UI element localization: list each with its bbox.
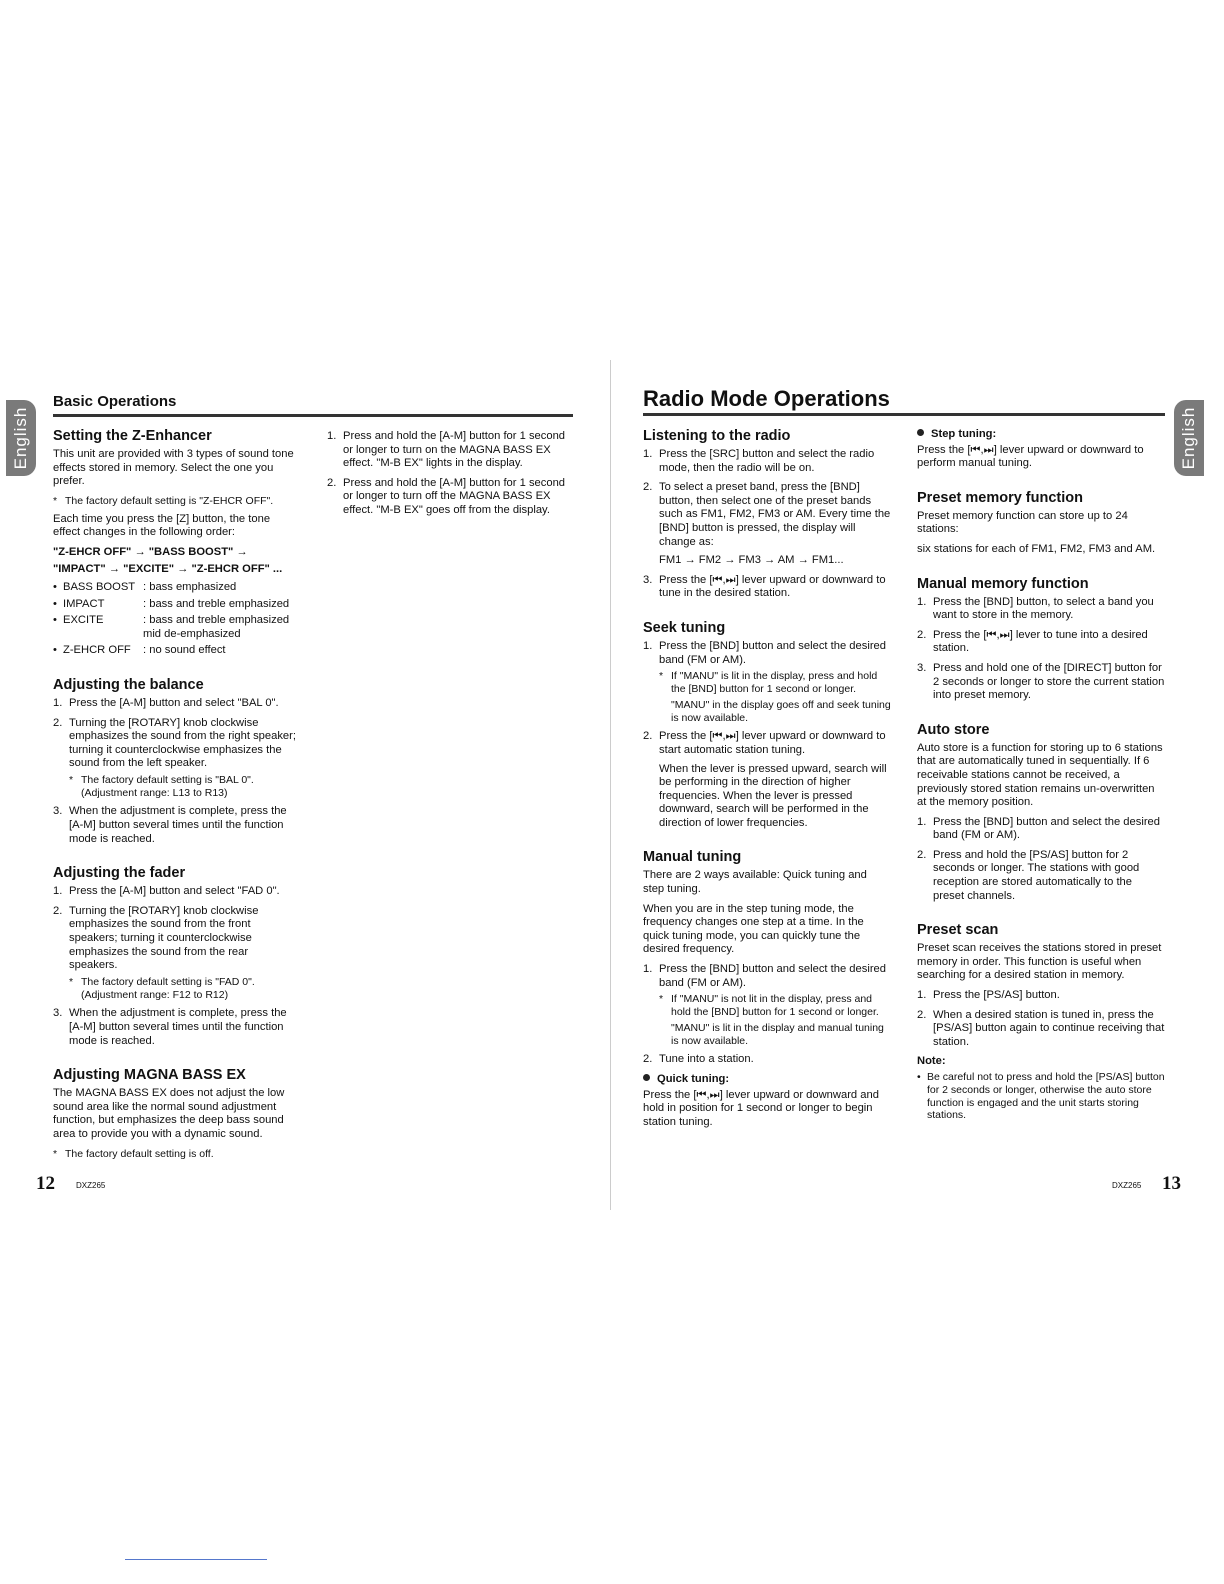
manual-memory-step-1: 1. Press the [BND] button, to select a band you want to store in the memory. <box>917 595 1154 622</box>
balance-step-2: 2. Turning the [ROTARY] knob clockwise emphasizes the sound from the right speaker; turning it counterclockwise emphasizes the sound from the left speaker. * The factory default setting is "BAL 0". (Adjustment range: L13 to R13) <box>53 717 299 800</box>
seek-step-1: 1. Press the [BND] button and select the desired band (FM or AM). * If "MANU" is lit in the display, press and hold the [BND] button for 1 second or longer. "MANU" in the display goes off and seek tuning is now available. <box>643 639 891 724</box>
manual-memory-step-3: 3. Press and hold one of the [DIRECT] button for 2 seconds or longer to store the current station into preset memory. <box>917 661 1165 702</box>
preset-scan-title: Preset scan <box>917 922 999 939</box>
magna-step-1: 1. Press and hold the [A-M] button for 1 second or longer to turn on the MAGNA BASS EX effect. "M-B EX" lights in the display. <box>327 430 566 470</box>
balance-step-1: 1. Press the [A-M] button and select "BAL 0". <box>53 696 279 709</box>
bullet-icon <box>643 1074 650 1081</box>
language-tab-right <box>1174 400 1204 476</box>
z-flow-1: "Z-EHCR OFF" → "BASS BOOST" → <box>53 545 248 558</box>
manual-memory-step-2: 2. Press the [⏮,⏭] lever to tune into a desired station. <box>917 628 1148 655</box>
magna-note: * The factory default setting is off. <box>53 1147 214 1160</box>
section-header-left: Basic Operations <box>53 393 177 410</box>
magna-step-2: 2. Press and hold the [A-M] button for 1 second or longer to turn off the MAGNA BASS EX effect. "M-B EX" goes off from the display. <box>327 476 566 516</box>
right-column-1 <box>643 428 891 1148</box>
manual-memory-title: Manual memory function <box>917 575 1089 592</box>
effect-item: • Z-EHCR OFF : no sound effect <box>53 644 226 657</box>
z-enhancer-intro: This unit are provided with 3 types of sound tone effects stored in memory. Select the one you prefer. <box>53 448 294 488</box>
page-number-left: 12 <box>36 1173 55 1194</box>
auto-store-title: Auto store <box>917 721 990 738</box>
language-tab-label: English <box>1179 406 1198 470</box>
manual-title: Manual tuning <box>643 849 742 866</box>
seek-note: * If "MANU" is lit in the display, press and hold the [BND] button for 1 second or longer. "MANU" in the display goes off and seek tuning is now available. <box>659 670 891 724</box>
fader-step-3: 3. When the adjustment is complete, press the [A-M] button several times until the function mode is reached. <box>53 1007 287 1047</box>
auto-store-step-1: 1. Press the [BND] button and select the desired band (FM or AM). <box>917 815 1160 842</box>
listen-step-1: 1. Press the [SRC] button and select the radio mode, then the radio will be on. <box>643 448 875 474</box>
preset-memory-text-2: six stations for each of FM1, FM2, FM3 and AM. <box>917 542 1156 555</box>
model-label-right: DXZ265 <box>1112 1181 1142 1190</box>
listen-step-2: 2. To select a preset band, press the [BND] button, then select one of the preset bands such as FM1, FM2, FM3 or AM. Every time the [BND] button is pressed, the display will change as: FM1 → FM2 → FM3 → AM → FM1... <box>643 481 891 567</box>
preset-memory-text-1: Preset memory function can store up to 24 stations: <box>917 509 1128 536</box>
listen-step-3: 3. Press the [⏮,⏭] lever upward or downward to tune in the desired station. <box>643 573 886 600</box>
header-rule-right <box>643 413 1165 416</box>
preset-memory-title: Preset memory function <box>917 489 1083 506</box>
preset-scan-text: Preset scan receives the stations stored in preset memory in order. This function is useful when searching for a desired station in memory. <box>917 942 1162 982</box>
language-tab-label: English <box>11 406 30 470</box>
balance-step-3: 3. When the adjustment is complete, press the [A-M] button several times until the function mode is reached. <box>53 805 287 845</box>
quick-tuning-label: Quick tuning: <box>643 1073 891 1087</box>
bottom-rule <box>125 1559 267 1560</box>
fader-note: * The factory default setting is "FAD 0". (Adjustment range: F12 to R12) <box>69 975 255 1001</box>
fader-title: Adjusting the fader <box>53 865 186 882</box>
quick-tuning-text: Press the [⏮,⏭] lever upward or downward and hold in position for 1 second or longer to begin station tuning. <box>643 1088 879 1128</box>
step-tuning-label: Step tuning: <box>917 428 1165 442</box>
effect-item: • IMPACT : bass and treble emphasized <box>53 597 290 610</box>
page-gutter <box>610 360 611 1210</box>
language-tab-left <box>6 400 36 476</box>
auto-store-text: Auto store is a function for storing up to 6 stations that are automatically tuned in sequentially. If 6 receivable stations cannot be received, a previously stored station remains un-overwritten at the memory position. <box>917 741 1163 809</box>
manual-step-1: 1. Press the [BND] button and select the desired band (FM or AM). * If "MANU" is not lit in the display, press and hold the [BND] button for 1 second or longer. "MANU" is lit in the display and manual tuning is now available. <box>643 963 891 1047</box>
manual-modes: When you are in the step tuning mode, the frequency changes one step at a time. In the quick tuning mode, you can quickly tune the desired frequency. <box>643 902 864 956</box>
step-tuning-text: Press the [⏮,⏭] lever upward or downward to perform manual tuning. <box>917 443 1144 470</box>
preset-scan-step-1: 1. Press the [PS/AS] button. <box>917 989 1060 1002</box>
fader-step-1: 1. Press the [A-M] button and select "FAD 0". <box>53 885 280 898</box>
left-column-1 <box>53 428 299 1179</box>
preset-scan-step-2: 2. When a desired station is tuned in, press the [PS/AS] button again to continue receiving that station. <box>917 1008 1165 1048</box>
effect-item: • EXCITE : bass and treble emphasized mid de-emphasized <box>53 614 290 640</box>
seek-direction-text: When the lever is pressed upward, search will be performing in the direction of higher frequencies. When the lever is pressed downward, search will be performed in the direction of lower frequencies. <box>659 762 887 829</box>
auto-store-step-2: 2. Press and hold the [PS/AS] button for 2 seconds or longer. The stations with good reception are stored automatically to the preset channels. <box>917 848 1140 902</box>
z-cycle-text: Each time you press the [Z] button, the tone effect changes in the following order: <box>53 512 271 539</box>
balance-note: * The factory default setting is "BAL 0". (Adjustment range: L13 to R13) <box>69 773 254 799</box>
magna-title: Adjusting MAGNA BASS EX <box>53 1067 246 1084</box>
bullet-icon <box>917 429 924 436</box>
effect-item: • BASS BOOST : bass emphasized <box>53 580 237 593</box>
balance-title: Adjusting the balance <box>53 676 204 693</box>
page-number-right: 13 <box>1162 1173 1181 1194</box>
model-label-left: DXZ265 <box>76 1181 106 1190</box>
band-flow: FM1 → FM2 → FM3 → AM → FM1... <box>659 554 844 567</box>
section-header-right: Radio Mode Operations <box>643 386 890 411</box>
z-default-note: * The factory default setting is "Z-EHCR OFF". <box>53 494 274 507</box>
note-label: Note: <box>917 1055 946 1068</box>
z-enhancer-title: Setting the Z-Enhancer <box>53 428 212 444</box>
seek-step-2: 2. Press the [⏮,⏭] lever upward or downward to start automatic station tuning. When the lever is pressed upward, search will be performing in the direction of higher frequencies. When the lever is pressed downward, search will be performed in the direction of lower frequencies. <box>643 730 891 830</box>
seek-title: Seek tuning <box>643 619 726 636</box>
manual-intro: There are 2 ways available: Quick tuning and step tuning. <box>643 869 867 896</box>
magna-intro: The MAGNA BASS EX does not adjust the low sound area like the normal sound adjustment function, but emphasizes the deep bass sound area to provide you with a dynamic sound. <box>53 1087 285 1140</box>
manual-note: * If "MANU" is not lit in the display, press and hold the [BND] button for 1 second or longer. "MANU" is lit in the display and manual tuning is now available. <box>659 993 884 1047</box>
z-flow-2: "IMPACT" → "EXCITE" → "Z-EHCR OFF" ... <box>53 563 283 576</box>
left-column-2 <box>327 430 573 524</box>
note-text: • Be careful not to press and hold the [PS/AS] button for 2 seconds or longer, otherwise the auto store function is engaged and the unit starts storing stations. <box>917 1071 1165 1122</box>
listen-title: Listening to the radio <box>643 428 791 444</box>
manual-step-2: 2. Tune into a station. <box>643 1053 754 1066</box>
header-rule-left <box>53 414 573 417</box>
fader-step-2: 2. Turning the [ROTARY] knob clockwise emphasizes the sound from the front speakers; turning it counterclockwise emphasizes the sound from the rear speakers. * The factory default setting is "FAD 0". (Adjustment range: F12 to R12) <box>53 905 299 1002</box>
right-column-2 <box>917 428 1165 1141</box>
